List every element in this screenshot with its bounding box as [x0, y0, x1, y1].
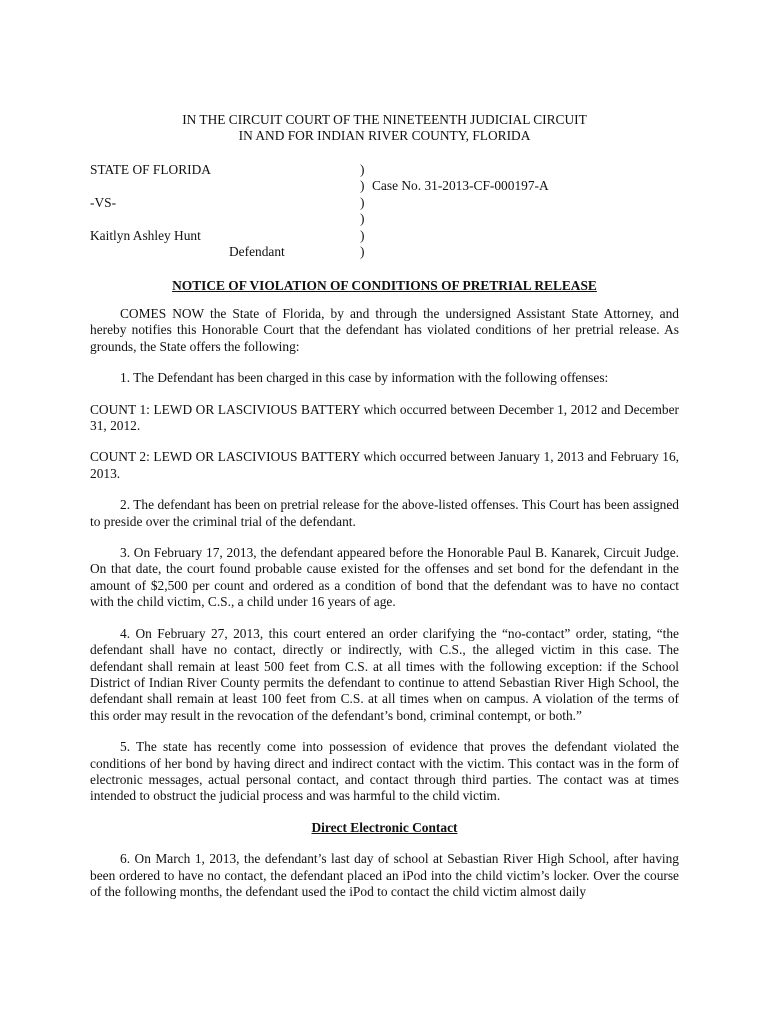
caption-defendant-name: Kaitlyn Ashley Hunt: [90, 227, 201, 243]
paragraph-count-2: COUNT 2: LEWD OR LASCIVIOUS BATTERY which occurred between January 1, 2013 and February 16, 2013.: [90, 449, 679, 481]
caption-paren: ): [360, 211, 365, 227]
document-page: [90, 0, 679, 1024]
document-title: NOTICE OF VIOLATION OF CONDITIONS OF PRETRIAL RELEASE: [172, 278, 597, 293]
paragraph-intro: COMES NOW the State of Florida, by and through the undersigned Assistant State Attorney, and hereby notifies this Honorable Court that the defendant has violated conditions of her pretrial release. As grounds, the State offers the following:: [90, 306, 679, 354]
paragraph-1: 1. The Defendant has been charged in this case by information with the following offenses:: [120, 370, 609, 386]
court-header-line-2: IN AND FOR INDIAN RIVER COUNTY, FLORIDA: [238, 128, 531, 144]
paragraph-6: 6. On March 1, 2013, the defendant’s last day of school at Sebastian River High School, after having been ordered to have no contact, the defendant placed an iPod into the child victim’s locker. Over the course of the following months, the defendant used the iPod to contact the child victim almost daily: [90, 851, 679, 899]
caption-paren: ): [360, 227, 365, 243]
court-header-line-1: IN THE CIRCUIT COURT OF THE NINETEENTH JUDICIAL CIRCUIT: [182, 112, 587, 127]
caption-defendant-label: Defendant: [229, 244, 285, 259]
caption-paren: ): [360, 162, 365, 177]
caption-versus: -VS-: [90, 194, 117, 210]
paragraph-3: 3. On February 17, 2013, the defendant appeared before the Honorable Paul B. Kanarek, Circuit Judge. On that date, the court found probable cause existed for the offenses and set bond for the defendant in the amount of $2,500 per count and ordered as a condition of bond that the defendant was to have no contact with the child victim, C.S., a child under 16 years of age.: [90, 545, 679, 610]
caption-paren: ): [360, 194, 365, 210]
caption-paren: ): [360, 178, 365, 194]
court-header: [90, 112, 679, 145]
document-body: [90, 306, 679, 900]
caption-plaintiff: STATE OF FLORIDA: [90, 162, 211, 177]
paragraph-2: 2. The defendant has been on pretrial release for the above-listed offenses. This Court has been assigned to preside over the criminal trial of the defendant.: [90, 497, 679, 529]
paragraph-5: 5. The state has recently come into possession of evidence that proves the defendant violated the conditions of her bond by having direct and indirect contact with the victim. This contact was in the form of electronic messages, actual personal contact, and contact through third parties. The contact was at times intended to obstruct the judicial process and was harmful to the child victim.: [90, 739, 679, 804]
section-heading: Direct Electronic Contact: [311, 819, 458, 835]
paragraph-count-1: COUNT 1: LEWD OR LASCIVIOUS BATTERY which occurred between December 1, 2012 and December 31, 2012.: [90, 401, 679, 434]
caption-paren-column: [360, 162, 364, 260]
paragraph-4: 4. On February 27, 2013, this court entered an order clarifying the “no-contact” order, stating, “the defendant shall have no contact, directly or indirectly, with C.S., the alleged victim in this case. The defendant shall remain at least 500 feet from C.S. at all times with the following exception: if the School District of Indian River County permits the defendant to continue to attend Sebastian River High School, the defendant shall remain at least 100 feet from C.S. at all times when on campus. A violation of the terms of this order may result in the revocation of the defendant’s bond, criminal contempt, or both.”: [90, 625, 679, 723]
case-number: Case No. 31-2013-CF-000197-A: [372, 178, 549, 194]
caption-paren: ): [360, 243, 365, 259]
case-caption: [90, 162, 679, 262]
